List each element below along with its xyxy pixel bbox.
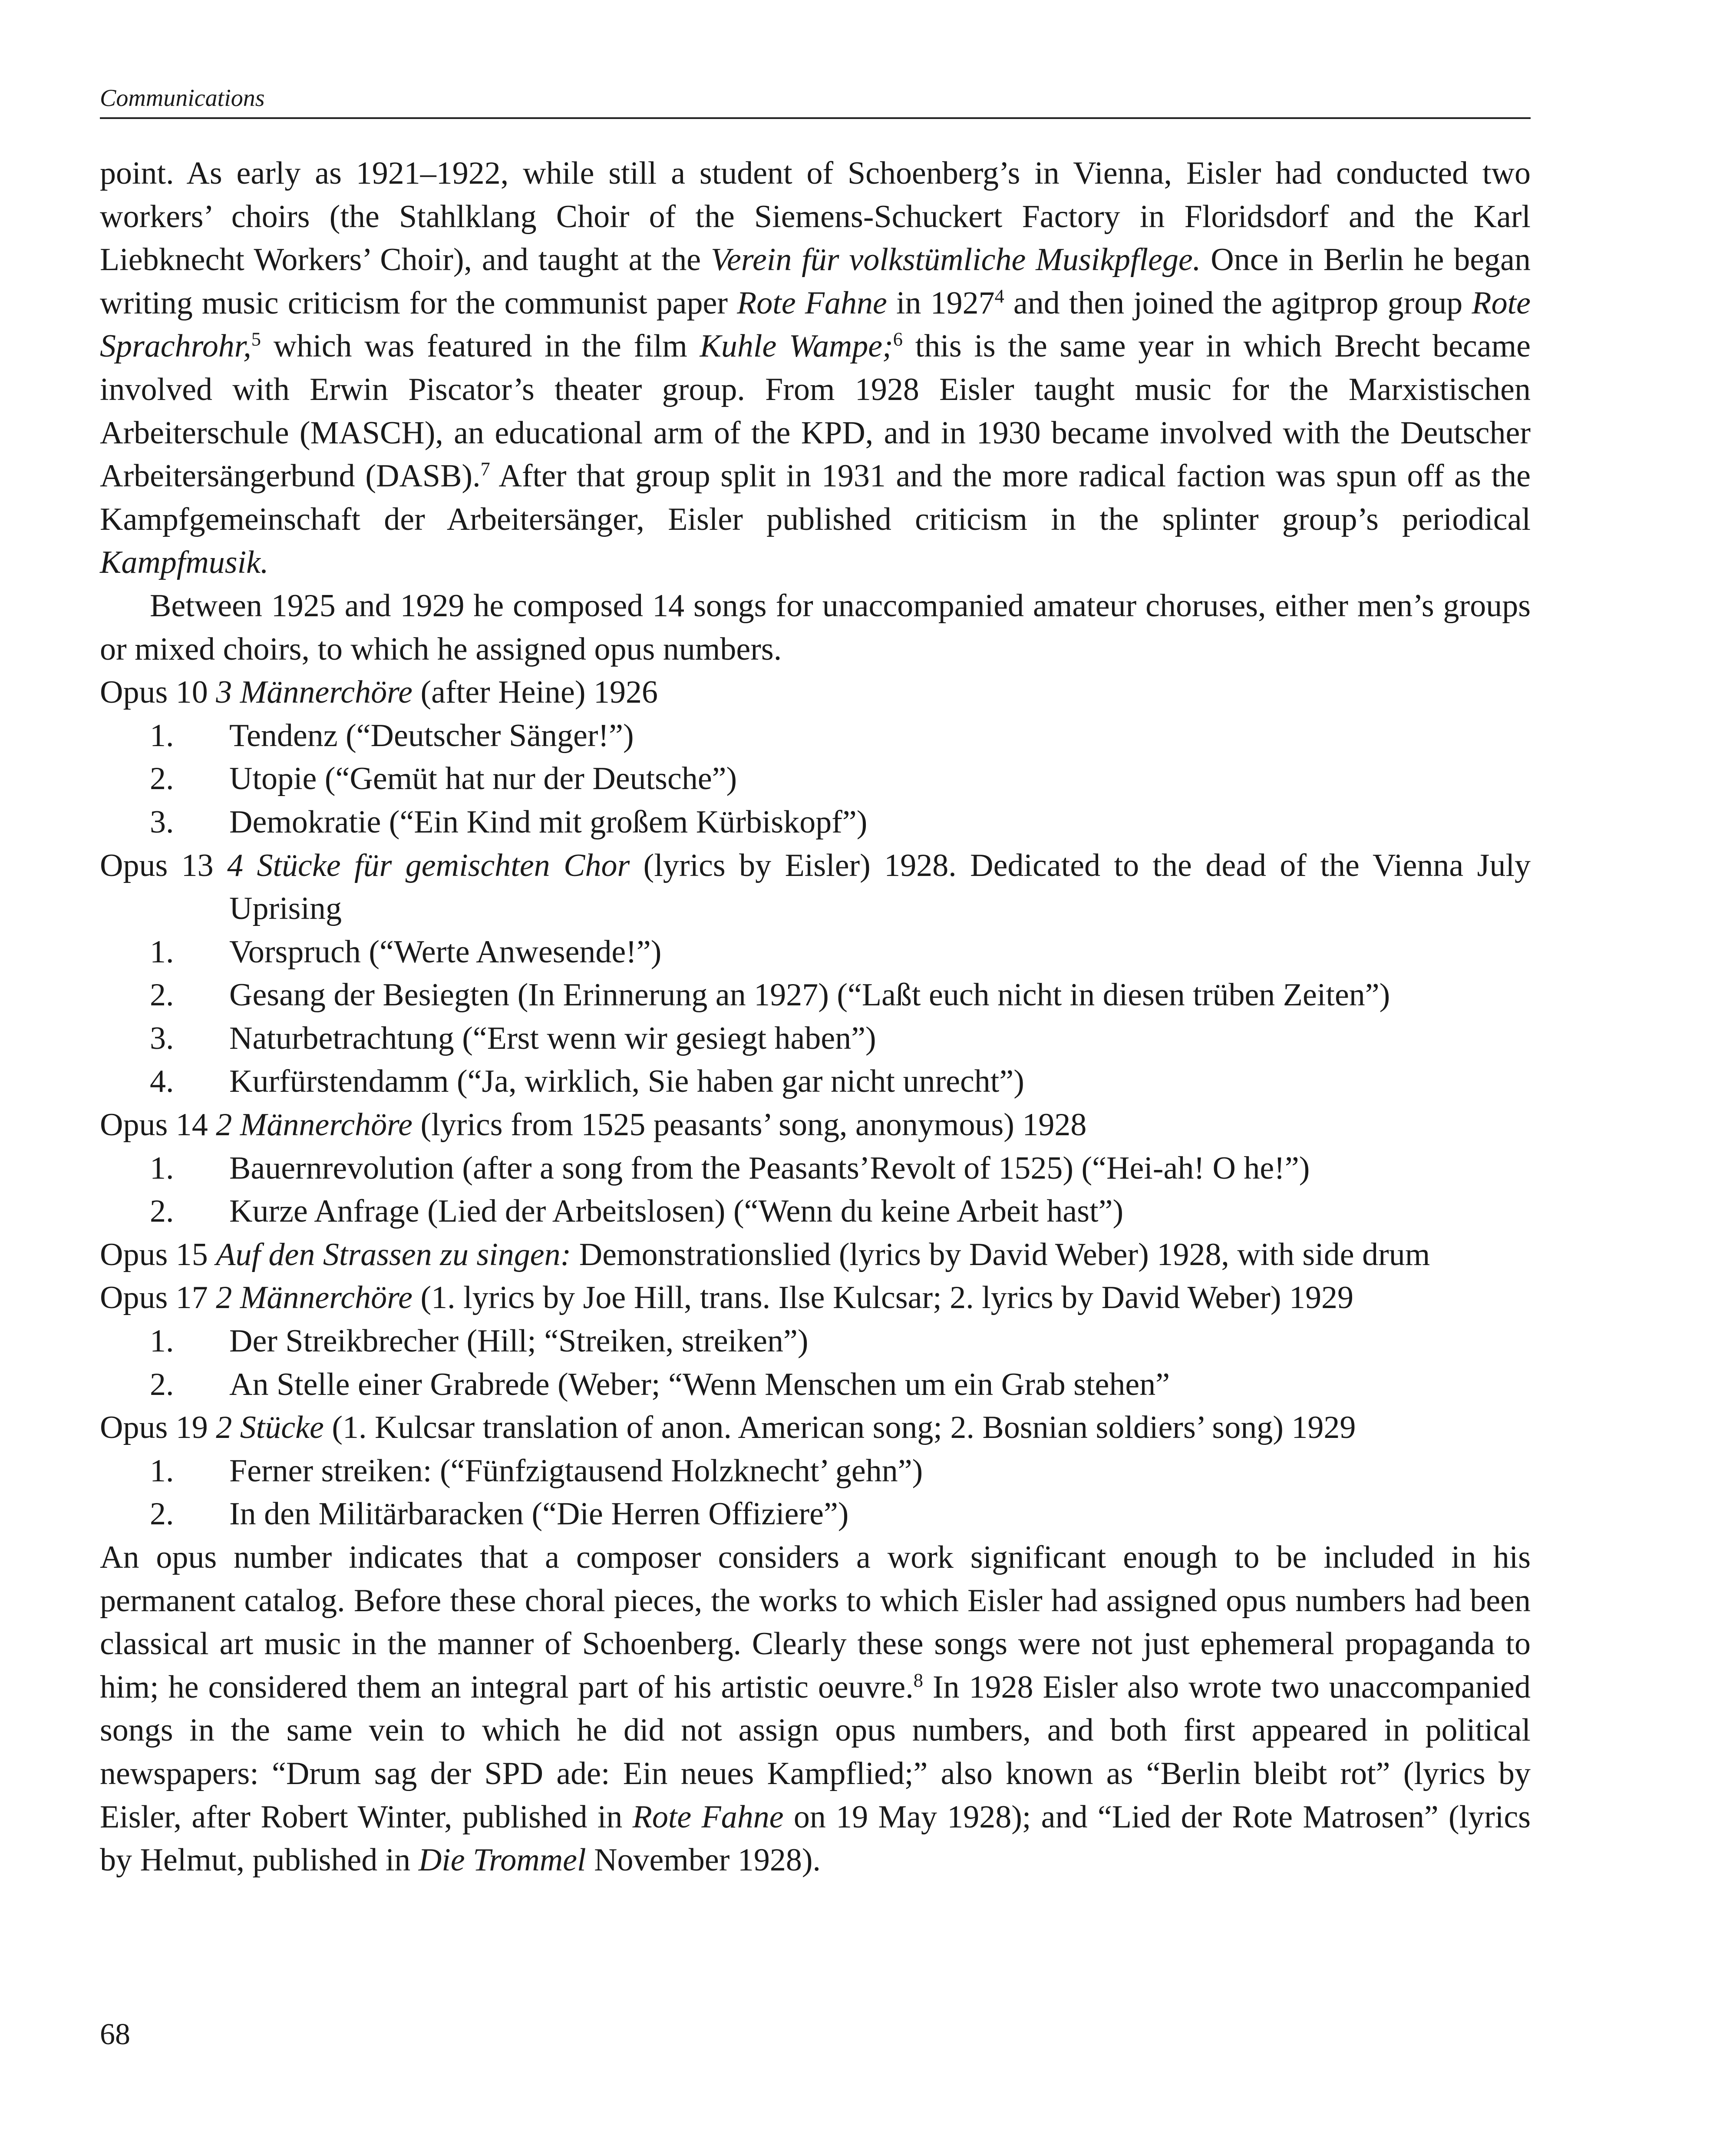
opus-number: Opus 14 [100,1107,216,1143]
song-title: Tendenz (“Deutscher Sänger!”) [229,717,634,753]
text-run: Once in Berlin he began writing music criticism for the communist paper [100,242,1531,321]
opus-entry [100,844,1531,931]
text-run: which was featured in the film [261,328,700,364]
opus-number: Opus 17 [100,1280,216,1316]
song-title: An Stelle einer Grabrede (Weber; “Wenn Menschen um ein Grab stehen” [229,1366,1170,1402]
text-run: November 1928). [586,1842,821,1878]
song-item [100,1017,1531,1061]
opus-number: Opus 15 [100,1236,216,1272]
song-title: Naturbetrachtung (“Erst wenn wir gesiegt haben”) [229,1020,876,1056]
footnote-ref: 7 [480,458,490,480]
italic-title: Verein für volkstümliche Musikpflege. [711,242,1201,278]
song-number: 2. [150,1496,174,1532]
song-item [100,1320,1531,1363]
song-title: Bauernrevolution (after a song from the Peasants’Revolt of 1525) (“Hei-ah! O he!”) [229,1150,1310,1186]
song-number: 3. [150,804,174,840]
song-number: 1. [150,1453,174,1489]
song-item [100,1363,1531,1407]
opus-entry [100,671,1531,714]
opus-entry [100,1233,1531,1277]
opus-title: Auf den Strassen zu singen: [216,1236,571,1272]
song-number: 1. [150,1150,174,1186]
song-title: In den Militärbaracken (“Die Herren Offiziere”) [229,1496,849,1532]
page-number: 68 [100,2018,130,2051]
text-run: point. As early as 1921–1922, while still a student of Schoenberg’s in Vienna, Eisler had conducted two workers’ choirs (the Stahlklang Choir of the Siemens-Schuckert Factory in Floridsdorf and the Karl Liebknecht Workers’ Choir), and taught at the [100,155,1531,278]
paragraph-2: Between 1925 and 1929 he composed 14 songs for unaccompanied amateur choruses, either men’s groups or mixed choirs, to which he assigned opus numbers. [100,588,1531,667]
text-run: An opus number indicates that a composer considers a work significant enough to be included in his permanent catalog. Before these choral pieces, the works to which Eisler had assigned opus numbers had been classical art music in the manner of Schoenberg. Clearly these songs were not just ephemeral propaganda to him; he considered them an integral part of his artistic oeuvre. [100,1540,1531,1705]
song-number: 2. [150,977,174,1013]
song-item [100,1060,1531,1104]
text-run: this is the same year in which Brecht became involved with Erwin Piscator’s theater group. From 1928 Eisler taught music for the Marxistischen Arbeiterschule (MASCH), an educational arm of the KPD, and in 1930 became involved with the Deutscher Arbeitersängerbund (DASB). [100,328,1531,494]
text-run: After that group split in 1931 and the more radical faction was spun off as the Kampfgemeinschaft der Arbeitersänger, Eisler published criticism in the splinter group’s periodical [100,458,1531,537]
italic-title: Rote Fahne [737,285,887,321]
opus-number: Opus 10 [100,674,216,710]
song-title: Kurze Anfrage (Lied der Arbeitslosen) (“Wenn du keine Arbeit hast”) [229,1193,1124,1229]
opus-details: (1. lyrics by Joe Hill, trans. Ilse Kulcsar; 2. lyrics by David Weber) 1929 [413,1280,1354,1316]
song-number: 2. [150,1366,174,1402]
footnote-ref: 8 [913,1669,923,1691]
italic-title: Rote Fahne [632,1799,784,1835]
opus-details: (lyrics from 1525 peasants’ song, anonymous) 1928 [413,1107,1087,1143]
italic-title: Die Trommel [418,1842,586,1878]
song-item [100,801,1531,844]
opus-list [100,671,1531,1536]
song-title: Vorspruch (“Werte Anwesende!”) [229,934,662,970]
song-title: Gesang der Besiegten (In Erinnerung an 1927) (“Laßt euch nicht in diesen trüben Zeiten”) [229,977,1390,1013]
song-item [100,714,1531,758]
song-item [100,1450,1531,1493]
running-title: Communications [100,85,265,112]
song-item [100,1190,1531,1233]
paragraph-3 [100,1536,1531,1882]
opus-details: (lyrics by Eisler) 1928. Dedicated to the dead of the Vienna July Uprising [229,847,1531,927]
opus-title: 4 Stücke für gemischten Chor [227,847,630,883]
song-item [100,931,1531,974]
opus-details: Demonstrationslied (lyrics by David Weber) 1928, with side drum [571,1236,1430,1272]
opus-title: 2 Männerchöre [216,1280,413,1316]
song-number: 1. [150,717,174,753]
footnote-ref: 6 [893,328,903,350]
text-run: and then joined the agitprop group [1004,285,1472,321]
opus-entry [100,1104,1531,1147]
italic-title: Rote Sprachrohr, [100,285,1531,364]
opus-title: 3 Männerchöre [216,674,413,710]
opus-details: (1. Kulcsar translation of anon. American song; 2. Bosnian soldiers’ song) 1929 [323,1410,1356,1446]
text-run: on 19 May 1928); and “Lied der Rote Matrosen” (lyrics by Helmut, published in [100,1799,1531,1878]
italic-title: Kuhle Wampe; [700,328,893,364]
song-number: 4. [150,1064,174,1100]
song-item [100,974,1531,1017]
opus-title: 2 Stücke [216,1410,324,1446]
opus-number: Opus 13 [100,847,228,883]
running-header [100,83,1531,119]
opus-details: (after Heine) 1926 [413,674,658,710]
song-item [100,757,1531,801]
song-title: Ferner streiken: (“Fünfzigtausend Holzknecht’ gehn”) [229,1453,923,1489]
song-item [100,1493,1531,1536]
song-number: 2. [150,761,174,797]
opus-number: Opus 19 [100,1410,216,1446]
text-run: in 1927 [887,285,995,321]
opus-title: 2 Männerchöre [216,1107,413,1143]
italic-title: Kampfmusik. [100,545,269,581]
song-number: 1. [150,1323,174,1359]
song-number: 1. [150,934,174,970]
song-title: Utopie (“Gemüt hat nur der Deutsche”) [229,761,737,797]
song-item [100,1147,1531,1190]
opus-entry [100,1276,1531,1320]
song-number: 3. [150,1020,174,1056]
paragraph-1 [100,152,1531,585]
song-number: 2. [150,1193,174,1229]
song-title: Kurfürstendamm (“Ja, wirklich, Sie haben gar nicht unrecht”) [229,1064,1024,1100]
page-body [100,152,1531,1882]
footnote-ref: 4 [994,285,1004,307]
opus-entry [100,1406,1531,1450]
song-title: Der Streikbrecher (Hill; “Streiken, streiken”) [229,1323,809,1359]
song-title: Demokratie (“Ein Kind mit großem Kürbiskopf”) [229,804,868,840]
text-run: In 1928 Eisler also wrote two unaccompanied songs in the same vein to which he did not assign opus numbers, and both first appeared in political newspapers: “Drum sag der SPD ade: Ein neues Kampflied;” also known as “Berlin bleibt rot” (lyrics by Eisler, after Robert Winter, published in [100,1669,1531,1835]
footnote-ref: 5 [251,328,261,350]
